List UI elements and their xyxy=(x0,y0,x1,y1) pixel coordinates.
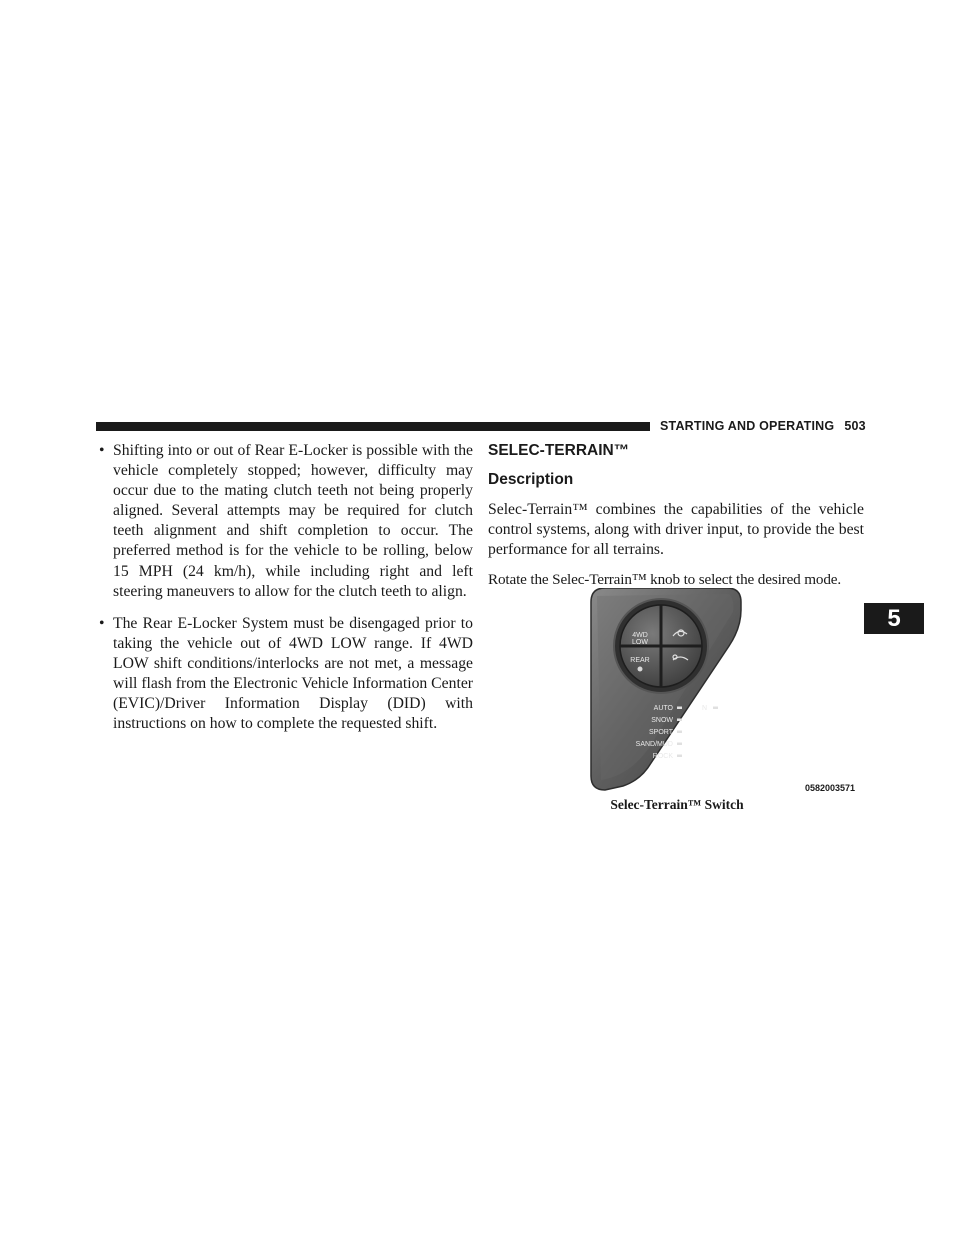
image-code: 0582003571 xyxy=(805,783,856,793)
chapter-tab: 5 xyxy=(864,603,924,634)
neutral-label: N xyxy=(702,705,708,712)
neutral-indicator-bar xyxy=(713,707,718,710)
mode-indicator-rock xyxy=(677,755,682,758)
mode-indicator-auto xyxy=(677,707,682,710)
section-heading: SELEC-TERRAIN™ xyxy=(488,442,630,459)
knob-label-4wd: 4WD xyxy=(632,632,648,639)
mode-indicator-snow xyxy=(677,719,682,722)
mode-label-sport: SPORT xyxy=(649,729,673,736)
instruction-paragraph: Rotate the Selec-Terrain™ knob to select the desired mode. xyxy=(488,571,842,589)
mode-label-auto: AUTO xyxy=(653,705,673,712)
mode-label-sand-mud: SAND/MUD xyxy=(635,741,673,748)
mode-indicator-sand-mud xyxy=(677,743,682,746)
subsection-heading: Description xyxy=(488,471,574,488)
mode-indicator-sport xyxy=(677,731,682,734)
page-number: 503 xyxy=(844,419,866,433)
lock-icon xyxy=(638,667,643,672)
bullet-item: • Shifting into or out of Rear E-Locker is possible with the vehicle completely stopped; however, difficulty may occur due to the mating clutch teeth not being properly aligned. Several attempts may be required for clutch teeth alignment and shift completion to occur. The preferred method is for the vehicle to be rolling, below 15 MPH (24 km/h), while including right and left steering maneuvers to allow for the clutch teeth to align. xyxy=(99,441,473,602)
mode-label-rock: ROCK xyxy=(652,753,673,760)
selec-terrain-switch-figure xyxy=(589,588,865,798)
running-header xyxy=(660,419,864,433)
bullet-item: • The Rear E-Locker System must be disengaged prior to taking the vehicle out of 4WD LOW range. If 4WD LOW shift conditions/interlocks are not met, a message will flash from the Electronic Vehicle Information Center (EVIC)/Driver Information Display (DID) with instructions on how to complete the requested shift. xyxy=(99,614,473,735)
figure-caption: Selec-Terrain™ Switch xyxy=(610,797,744,812)
knob-label-rear: REAR xyxy=(630,657,650,664)
switch-illustration xyxy=(589,588,865,798)
mode-label-snow: SNOW xyxy=(651,717,673,724)
neutral-indicator-light xyxy=(707,706,710,709)
header-rule xyxy=(96,422,650,431)
description-paragraph: Selec-Terrain™ combines the capabilities of the vehicle control systems, along with driver input, to provide the best performance for all terrains. xyxy=(488,501,864,559)
section-title: STARTING AND OPERATING xyxy=(660,419,835,433)
knob-label-low: LOW xyxy=(632,639,648,646)
left-column xyxy=(99,441,473,746)
right-column xyxy=(488,441,864,590)
